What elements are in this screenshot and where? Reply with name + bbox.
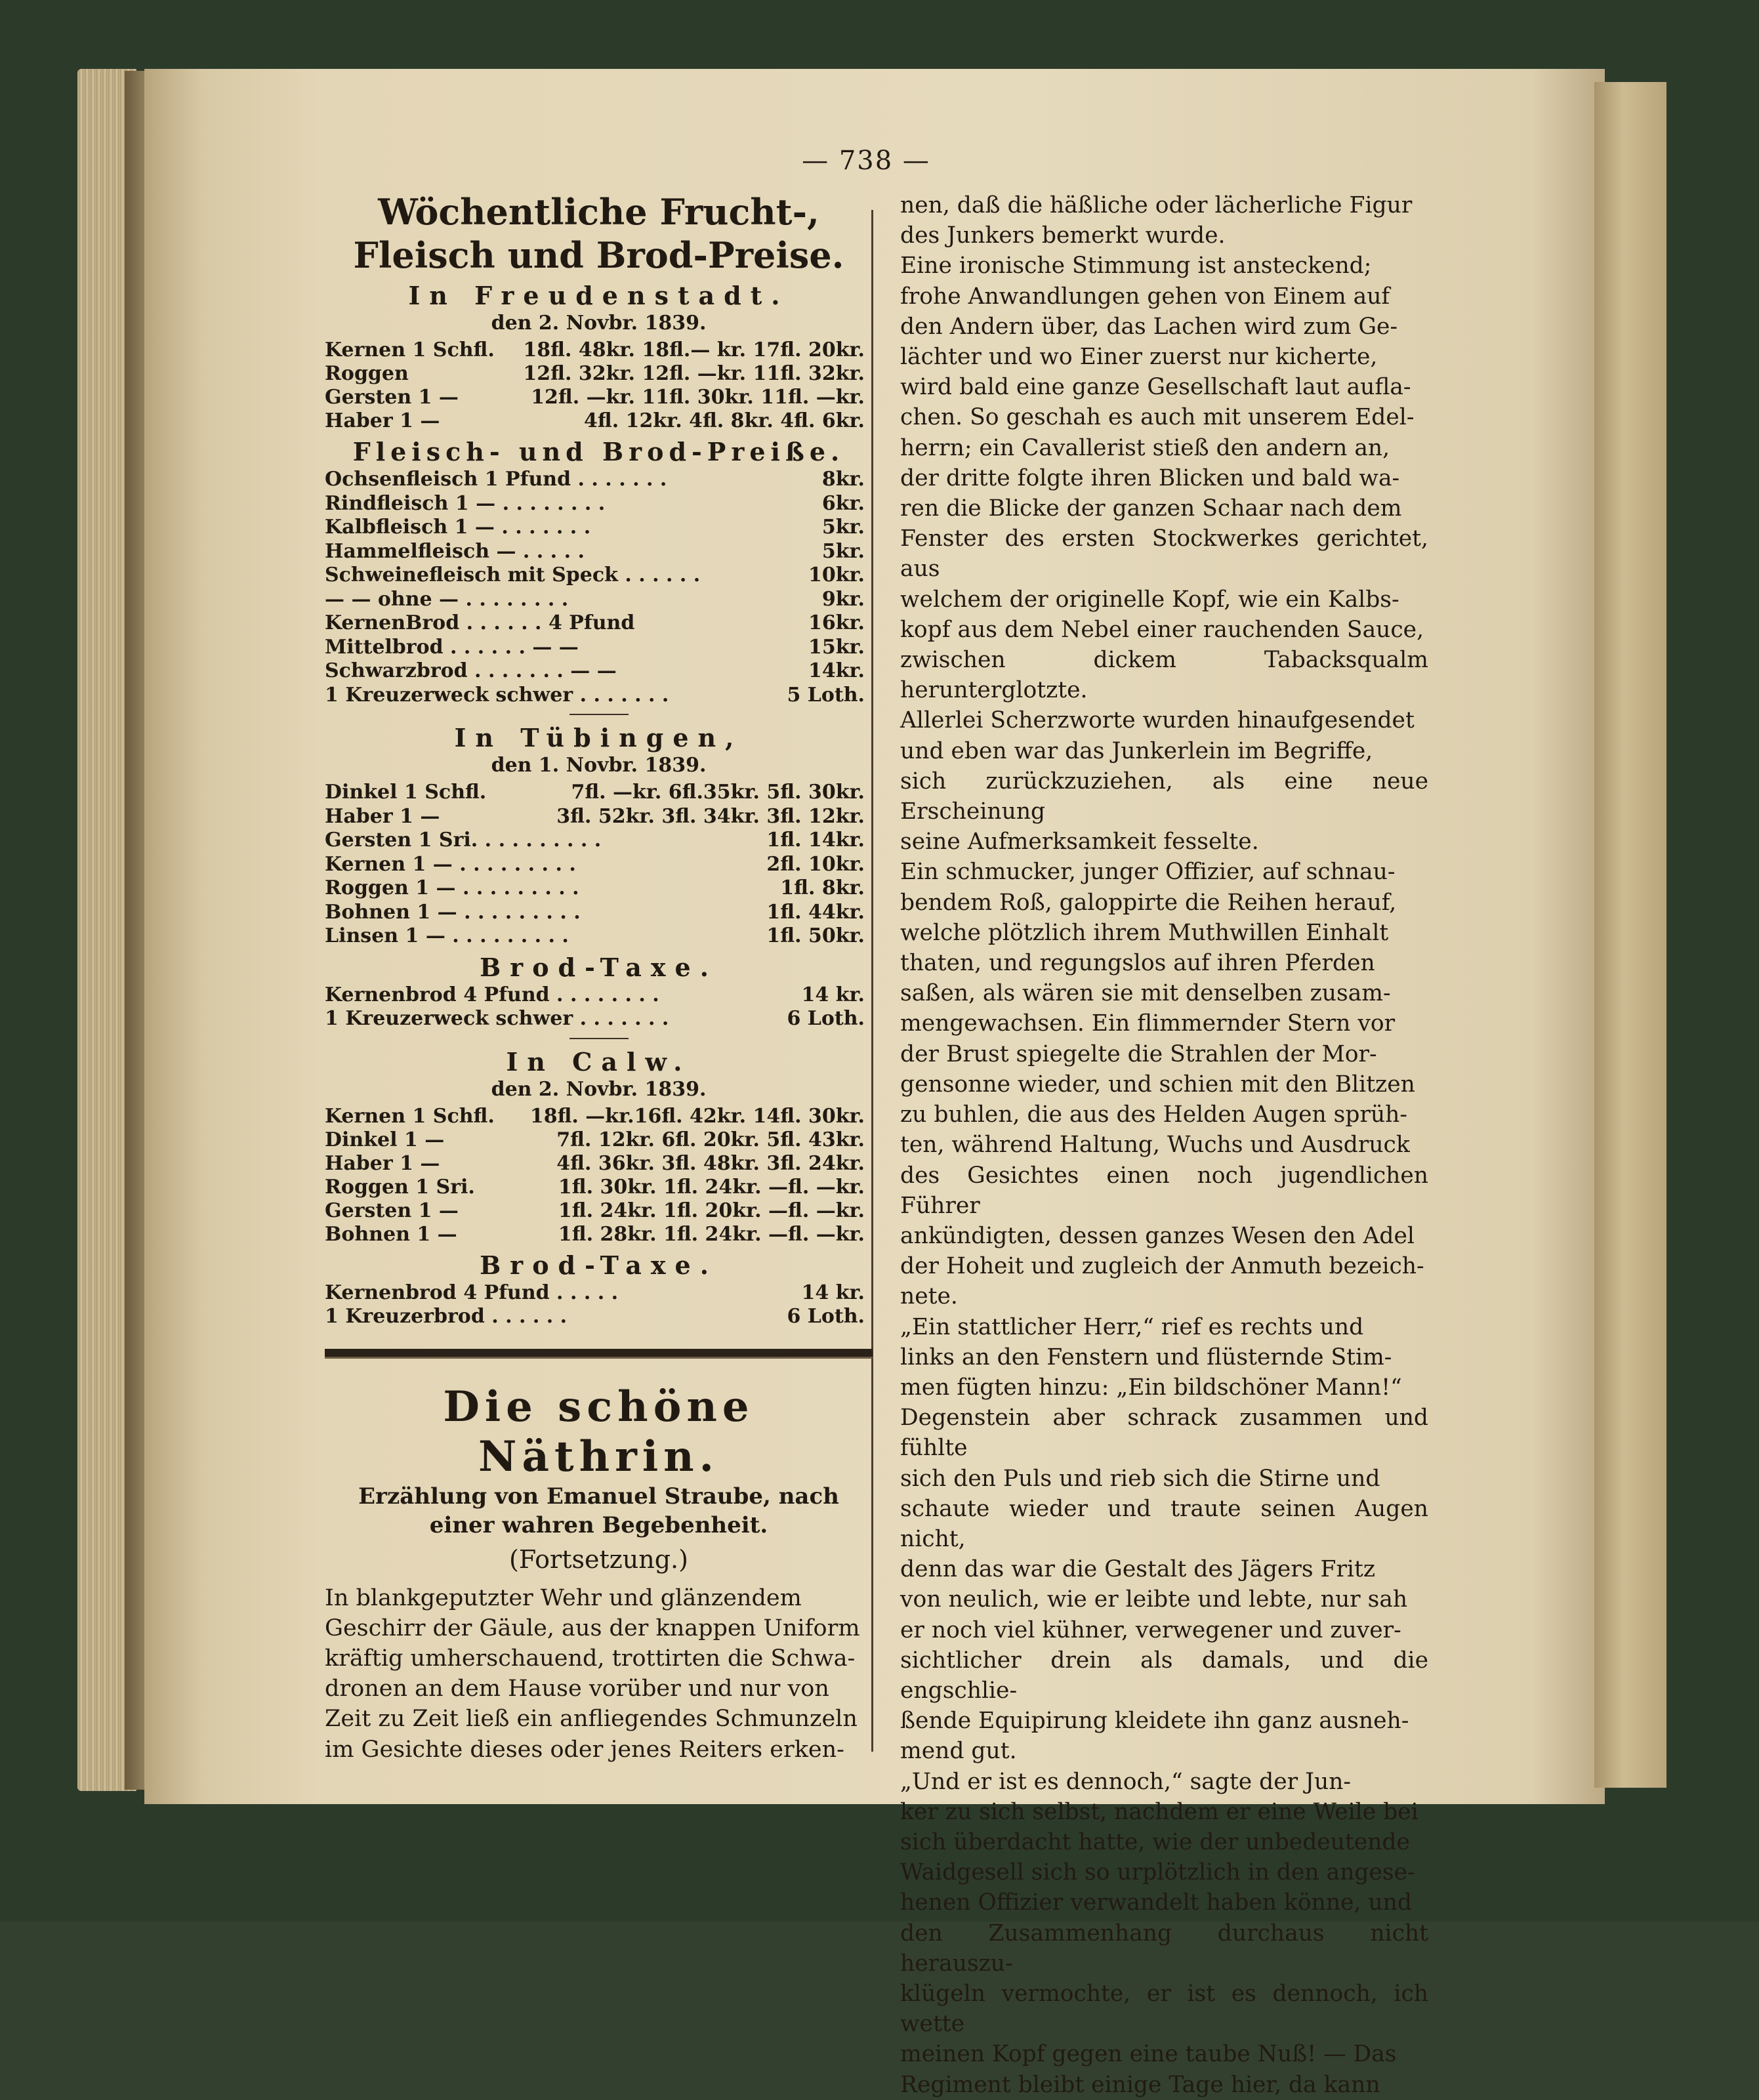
freudenstadt-grain-table bbox=[325, 339, 873, 433]
price-label: KernenBrod . . . . . . 4 Pfund bbox=[325, 611, 635, 634]
price-label: Haber 1 — bbox=[325, 804, 440, 828]
price-value: 15kr. bbox=[808, 635, 865, 659]
page-number: — 738 — bbox=[802, 146, 930, 176]
price-label: Kernenbrod 4 Pfund . . . . . bbox=[325, 1281, 619, 1304]
price-value: 6kr. bbox=[821, 491, 865, 515]
price-label: Kernen 1 Schfl. bbox=[325, 339, 495, 361]
text-line: henen Offizier verwandelt haben könne, und bbox=[900, 1889, 1412, 1916]
price-row bbox=[325, 636, 873, 660]
book-gutter bbox=[1594, 82, 1666, 1788]
price-value: 6 Loth. bbox=[787, 1007, 865, 1030]
text-line: meinen Kopf gegen eine taube Nuß! — Das bbox=[900, 2041, 1397, 2068]
text-line: zwischen dickem Tabacksqualm herunterglotzte. bbox=[900, 647, 1428, 704]
price-label: Kalbfleisch 1 — . . . . . . . bbox=[325, 516, 591, 539]
price-row bbox=[325, 1223, 873, 1246]
price-row bbox=[325, 901, 873, 925]
price-label: Bohnen 1 — bbox=[325, 1222, 457, 1246]
price-value: 9kr. bbox=[821, 587, 865, 611]
text-line: Regiment bleibt einige Tage hier, da kann bbox=[900, 2071, 1380, 2098]
tuebingen-tax-table bbox=[325, 983, 873, 1031]
text-line: denn das war die Gestalt des Jägers Fritz bbox=[900, 1556, 1376, 1583]
story-text-left bbox=[325, 1583, 873, 1765]
price-value: 5kr. bbox=[821, 539, 865, 563]
text-line: ankündigten, dessen ganzes Wesen den Adel bbox=[900, 1222, 1415, 1249]
calw-tax-table bbox=[325, 1281, 873, 1329]
text-line: herrn; ein Cavallerist stieß den andern an, bbox=[900, 434, 1390, 461]
price-row bbox=[325, 540, 873, 564]
text-line: Allerlei Scherzworte wurden hinaufgesendet bbox=[900, 707, 1415, 734]
price-row bbox=[325, 611, 873, 636]
text-line: gensonne wieder, und schien mit den Blitzen bbox=[900, 1071, 1415, 1098]
freudenstadt-meat-table bbox=[325, 468, 873, 707]
text-line: seine Aufmerksamkeit fesselte. bbox=[900, 829, 1259, 855]
text-line: „Ein stattlicher Herr,“ rief es rechts und bbox=[900, 1313, 1364, 1340]
price-value: 1fl. 8kr. bbox=[780, 876, 865, 899]
text-line: des Gesichtes einen noch jugendlichen Führer bbox=[900, 1162, 1428, 1219]
price-row bbox=[325, 564, 873, 588]
price-row bbox=[325, 684, 873, 708]
price-value: 12fl. —kr. 11fl. 30kr. 11fl. —kr. bbox=[531, 386, 865, 409]
price-label: Ochsenfleisch 1 Pfund . . . . . . . bbox=[325, 468, 667, 491]
price-row bbox=[325, 1199, 873, 1223]
text-line: welchem der originelle Kopf, wie ein Kalbs- bbox=[900, 586, 1399, 613]
price-label: Haber 1 — bbox=[325, 1151, 440, 1175]
text-line: ten, während Haltung, Wuchs und Ausdruck bbox=[900, 1132, 1410, 1159]
price-label: Gersten 1 — bbox=[325, 386, 459, 409]
price-row bbox=[325, 876, 873, 901]
text-line: wird bald eine ganze Gesellschaft laut aufla- bbox=[900, 374, 1411, 401]
price-value: 3fl. 52kr. 3fl. 34kr. 3fl. 12kr. bbox=[556, 804, 865, 828]
text-line: „Und er ist es dennoch,“ sagte der Jun- bbox=[900, 1768, 1352, 1795]
text-line: sichtlicher drein als damals, und die engschlie- bbox=[900, 1647, 1428, 1704]
price-label: 1 Kreuzerbrod . . . . . . bbox=[325, 1305, 568, 1328]
text-line: In blankgeputzter Wehr und glänzendem bbox=[325, 1584, 802, 1611]
price-value: 14 kr. bbox=[801, 983, 865, 1006]
price-value: 6 Loth. bbox=[787, 1305, 865, 1328]
story-text-right bbox=[900, 190, 1428, 2100]
story-subtitle: Erzählung von Emanuel Straube, nach einer wahren Begebenheit. bbox=[358, 1483, 839, 1538]
price-value: 7fl. —kr. 6fl.35kr. 5fl. 30kr. bbox=[571, 781, 865, 804]
text-line: sich zurückzuziehen, als eine neue Erscheinung bbox=[900, 768, 1428, 825]
price-value: 1fl. 50kr. bbox=[766, 924, 865, 947]
price-label: Kernen 1 Schfl. bbox=[325, 1104, 495, 1128]
price-value: 4fl. 36kr. 3fl. 48kr. 3fl. 24kr. bbox=[556, 1151, 865, 1175]
divider bbox=[569, 1038, 629, 1039]
right-column bbox=[900, 190, 1428, 2100]
prices-title: Wöchentliche Frucht-, Fleisch und Brod-Preise. bbox=[353, 191, 844, 276]
price-label: Kernenbrod 4 Pfund . . . . . . . . bbox=[325, 983, 659, 1006]
tuebingen-heading: In Tübingen, bbox=[454, 723, 743, 752]
price-value: 5 Loth. bbox=[787, 683, 865, 707]
price-value: 1fl. 14kr. bbox=[766, 829, 865, 852]
text-line: Geschirr der Gäule, aus der knappen Uniform bbox=[325, 1615, 860, 1641]
price-row bbox=[325, 1152, 873, 1176]
price-row bbox=[325, 829, 873, 853]
text-line: Fenster des ersten Stockwerkes gerichtet, aus bbox=[900, 525, 1428, 583]
freudenstadt-date: den 2. Novbr. 1839. bbox=[491, 312, 707, 335]
text-line: mengewachsen. Ein flimmernder Stern vor bbox=[900, 1010, 1396, 1037]
price-row bbox=[325, 983, 873, 1008]
text-line: thaten, und regungslos auf ihren Pferden bbox=[900, 950, 1375, 977]
price-label: Roggen bbox=[325, 362, 409, 385]
price-label: Kernen 1 — . . . . . . . . . bbox=[325, 852, 576, 876]
left-column bbox=[325, 190, 873, 1765]
text-line: ker zu sich selbst, nachdem er eine Weile bei bbox=[900, 1798, 1418, 1825]
price-label: Gersten 1 Sri. . . . . . . . . . bbox=[325, 829, 602, 852]
price-row bbox=[325, 1007, 873, 1031]
calw-date: den 2. Novbr. 1839. bbox=[491, 1077, 707, 1101]
freudenstadt-heading: In Freudenstadt. bbox=[408, 281, 789, 310]
text-line: den Andern über, das Lachen wird zum Ge- bbox=[900, 313, 1398, 340]
price-value: 14kr. bbox=[808, 659, 865, 682]
price-row bbox=[325, 516, 873, 540]
text-line: ßende Equipirung kleidete ihn ganz ausneh- bbox=[900, 1708, 1409, 1735]
price-value: 2fl. 10kr. bbox=[766, 852, 865, 876]
text-line: ren die Blicke der ganzen Schaar nach dem bbox=[900, 495, 1402, 522]
price-row bbox=[325, 362, 873, 386]
price-row bbox=[325, 1305, 873, 1329]
price-label: — — ohne — . . . . . . . . bbox=[325, 587, 569, 611]
text-line: schaute wieder und traute seinen Augen nicht, bbox=[900, 1495, 1428, 1552]
text-line: nete. bbox=[900, 1283, 958, 1310]
price-row bbox=[325, 1176, 873, 1199]
price-label: Roggen 1 — . . . . . . . . . bbox=[325, 876, 579, 899]
price-value: 1fl. 28kr. 1fl. 24kr. —fl. —kr. bbox=[558, 1222, 865, 1246]
calw-heading: In Calw. bbox=[506, 1046, 692, 1077]
text-line: sich überdacht hatte, wie der unbedeutende bbox=[900, 1828, 1410, 1855]
price-label: Roggen 1 Sri. bbox=[325, 1175, 475, 1199]
text-line: Ein schmucker, junger Offizier, auf schnau- bbox=[900, 859, 1396, 886]
price-row bbox=[325, 659, 873, 684]
text-line: saßen, als wären sie mit denselben zusam- bbox=[900, 980, 1391, 1007]
text-line: und eben war das Junkerlein im Begriffe, bbox=[900, 737, 1373, 764]
price-value: 1fl. 44kr. bbox=[766, 900, 865, 924]
tuebingen-tax-heading: Brod-Taxe. bbox=[480, 952, 718, 982]
text-line: mend gut. bbox=[900, 1738, 1017, 1765]
text-line: Zeit zu Zeit ließ ein anfliegendes Schmunzeln bbox=[325, 1706, 858, 1733]
price-row bbox=[325, 853, 873, 877]
price-value: 12fl. 32kr. 12fl. —kr. 11fl. 32kr. bbox=[523, 362, 865, 385]
price-row bbox=[325, 339, 873, 362]
price-row bbox=[325, 805, 873, 829]
price-label: Bohnen 1 — . . . . . . . . . bbox=[325, 900, 581, 924]
price-value: 5kr. bbox=[821, 516, 865, 539]
tuebingen-date: den 1. Novbr. 1839. bbox=[491, 754, 707, 777]
text-line: der Brust spiegelte die Strahlen der Mor- bbox=[900, 1040, 1377, 1067]
text-line: nen, daß die häßliche oder lächerliche Figur bbox=[900, 192, 1413, 218]
calw-tax-heading: Brod-Taxe. bbox=[480, 1250, 718, 1280]
text-line: frohe Anwandlungen gehen von Einem auf bbox=[900, 283, 1390, 310]
price-row bbox=[325, 409, 873, 433]
price-value: 10kr. bbox=[808, 564, 865, 587]
price-row bbox=[325, 1128, 873, 1152]
price-row bbox=[325, 1281, 873, 1306]
text-line: Degenstein aber schrack zusammen und fühlte bbox=[900, 1405, 1428, 1462]
price-label: Haber 1 — bbox=[325, 409, 440, 432]
text-line: zu buhlen, die aus des Helden Augen sprüh- bbox=[900, 1101, 1408, 1128]
text-line: den Zusammenhang durchaus nicht herauszu- bbox=[900, 1920, 1428, 1977]
divider bbox=[569, 714, 629, 715]
text-line: bendem Roß, galoppirte die Reihen herauf, bbox=[900, 889, 1397, 916]
price-value: 18fl. —kr.16fl. 42kr. 14fl. 30kr. bbox=[529, 1104, 865, 1128]
price-value: 16kr. bbox=[808, 611, 865, 634]
price-row bbox=[325, 468, 873, 492]
text-line: links an den Fenstern und flüsternde Stim- bbox=[900, 1344, 1392, 1370]
price-row bbox=[325, 492, 873, 516]
price-label: Schwarzbrod . . . . . . . — — bbox=[325, 659, 617, 682]
text-line: er noch viel kühner, verwegener und zuver- bbox=[900, 1616, 1401, 1643]
price-label: Schweinefleisch mit Speck . . . . . . bbox=[325, 564, 701, 587]
tuebingen-table bbox=[325, 781, 873, 949]
text-line: dronen an dem Hause vorüber und nur von bbox=[325, 1676, 829, 1702]
price-value: 7fl. 12kr. 6fl. 20kr. 5fl. 43kr. bbox=[556, 1128, 865, 1151]
text-line: im Gesichte dieses oder jenes Reiters erken- bbox=[325, 1736, 844, 1763]
story-title: Die schöne Näthrin. bbox=[443, 1382, 755, 1481]
text-line: chen. So geschah es auch mit unserem Edel- bbox=[900, 404, 1415, 431]
price-row bbox=[325, 386, 873, 409]
price-row bbox=[325, 1105, 873, 1128]
calw-table bbox=[325, 1105, 873, 1246]
text-line: welche plötzlich ihrem Muthwillen Einhalt bbox=[900, 919, 1389, 946]
text-line: sich den Puls und rieb sich die Stirne und bbox=[900, 1465, 1380, 1492]
text-line: der dritte folgte ihren Blicken und bald wa- bbox=[900, 464, 1400, 491]
text-line: klügeln vermochte, er ist es dennoch, ich wette bbox=[900, 1980, 1428, 2038]
price-label: Rindfleisch 1 — . . . . . . . . bbox=[325, 491, 606, 515]
price-label: Dinkel 1 — bbox=[325, 1128, 445, 1151]
price-label: Dinkel 1 Schfl. bbox=[325, 781, 487, 804]
text-line: des Junkers bemerkt wurde. bbox=[900, 222, 1226, 249]
text-line: Waidgesell sich so urplötzlich in den angese- bbox=[900, 1859, 1415, 1886]
text-line: kopf aus dem Nebel einer rauchenden Sauce, bbox=[900, 616, 1424, 643]
price-label: Gersten 1 — bbox=[325, 1199, 459, 1222]
price-value: 4fl. 12kr. 4fl. 8kr. 4fl. 6kr. bbox=[584, 409, 865, 432]
meat-heading: Fleisch- und Brod-Preiße. bbox=[352, 437, 845, 466]
text-line: men fügten hinzu: „Ein bildschöner Mann!“ bbox=[900, 1374, 1402, 1401]
price-row bbox=[325, 588, 873, 612]
price-label: 1 Kreuzerweck schwer . . . . . . . bbox=[325, 683, 669, 707]
price-value: 1fl. 30kr. 1fl. 24kr. —fl. —kr. bbox=[558, 1175, 865, 1199]
story-continued: (Fortsetzung.) bbox=[509, 1544, 688, 1574]
price-label: Mittelbrod . . . . . . — — bbox=[325, 635, 579, 659]
price-label: Hammelfleisch — . . . . . bbox=[325, 539, 585, 563]
price-value: 18fl. 48kr. 18fl.— kr. 17fl. 20kr. bbox=[523, 339, 865, 361]
text-line: lächter und wo Einer zuerst nur kicherte, bbox=[900, 344, 1378, 371]
section-rule bbox=[325, 1349, 873, 1359]
text-line: Eine ironische Stimmung ist ansteckend; bbox=[900, 253, 1372, 279]
text-line: der Hoheit und zugleich der Anmuth bezeich- bbox=[900, 1253, 1424, 1280]
price-row bbox=[325, 781, 873, 805]
price-row bbox=[325, 924, 873, 949]
price-value: 1fl. 24kr. 1fl. 20kr. —fl. —kr. bbox=[558, 1199, 865, 1222]
price-value: 8kr. bbox=[821, 468, 865, 491]
price-label: Linsen 1 — . . . . . . . . . bbox=[325, 924, 569, 947]
text-line: kräftig umherschauend, trottirten die Schwa- bbox=[325, 1645, 856, 1672]
price-value: 14 kr. bbox=[801, 1281, 865, 1304]
price-label: 1 Kreuzerweck schwer . . . . . . . bbox=[325, 1007, 669, 1030]
text-line: von neulich, wie er leibte und lebte, nur sah bbox=[900, 1586, 1408, 1613]
